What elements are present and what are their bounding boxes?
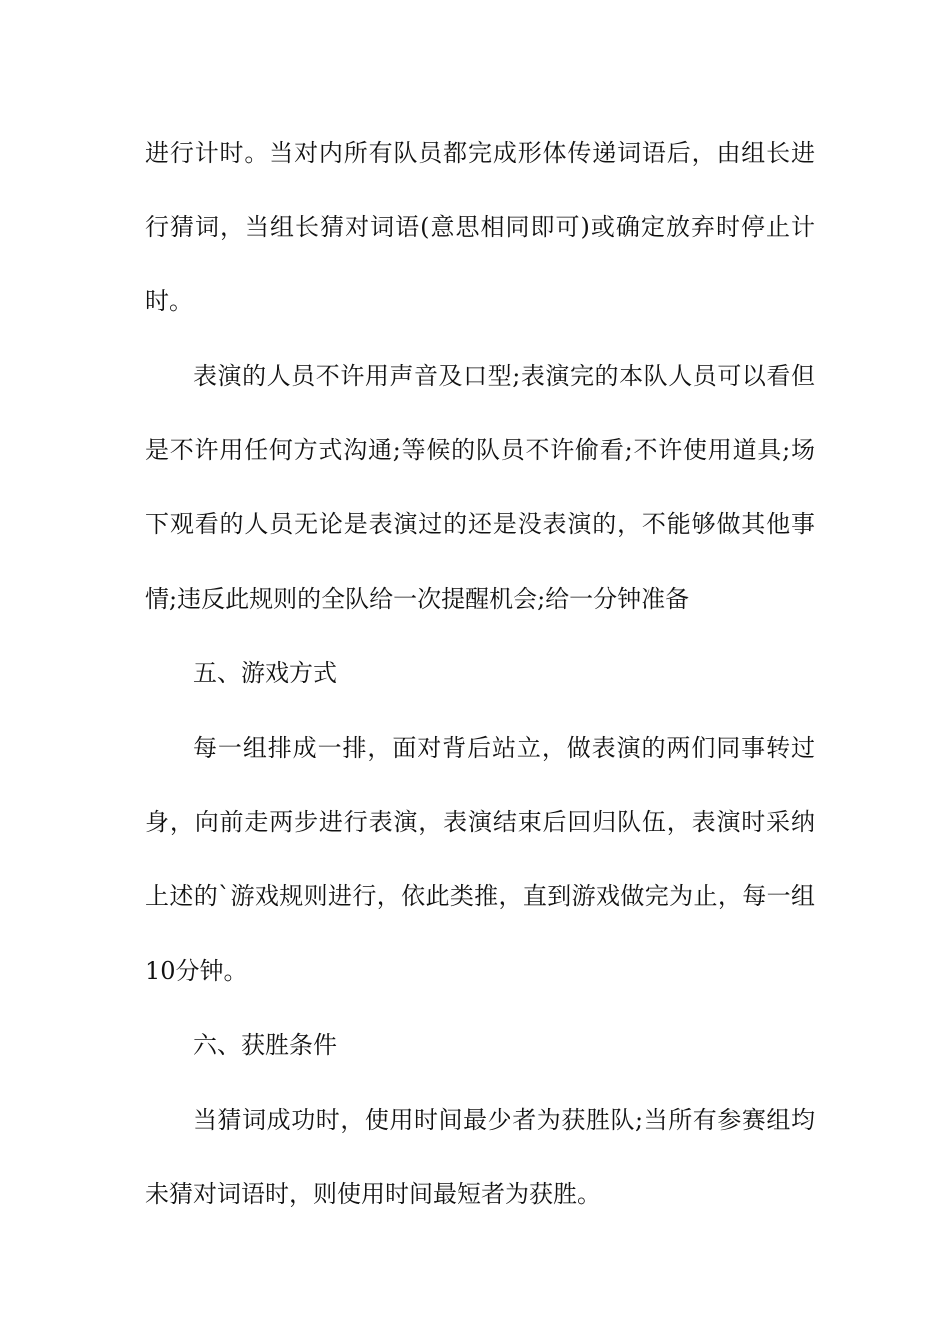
section-heading: 六、获胜条件 <box>193 1031 337 1059</box>
paragraph-line: 10分钟。 <box>145 957 248 985</box>
paragraph-line: 未猜对词语时，则使用时间最短者为获胜。 <box>145 1180 601 1208</box>
paragraph-line: 时。 <box>145 287 193 315</box>
paragraph-line: 情;违反此规则的全队给一次提醒机会;给一分钟准备 <box>145 585 690 613</box>
paragraph-line: 进行计时。当对内所有队员都完成形体传递词语后，由组长进 <box>145 139 815 167</box>
paragraph-line: 下观看的人员无论是表演过的还是没表演的，不能够做其他事 <box>145 510 815 538</box>
paragraph-line: 行猜词，当组长猜对词语(意思相同即可)或确定放弃时停止计 <box>145 213 815 241</box>
paragraph-line: 当猜词成功时，使用时间最少者为获胜队;当所有参赛组均 <box>193 1106 815 1134</box>
paragraph-line: 上述的`游戏规则进行，依此类推，直到游戏做完为止，每一组 <box>145 882 815 910</box>
paragraph-line: 身，向前走两步进行表演，表演结束后回归队伍，表演时采纳 <box>145 808 815 836</box>
paragraph-line: 表演的人员不许用声音及口型;表演完的本队人员可以看但 <box>193 362 815 390</box>
paragraph-line: 每一组排成一排，面对背后站立，做表演的两们同事转过 <box>193 734 815 762</box>
paragraph-line: 是不许用任何方式沟通;等候的队员不许偷看;不许使用道具;场 <box>145 436 815 464</box>
section-heading: 五、游戏方式 <box>193 659 337 687</box>
